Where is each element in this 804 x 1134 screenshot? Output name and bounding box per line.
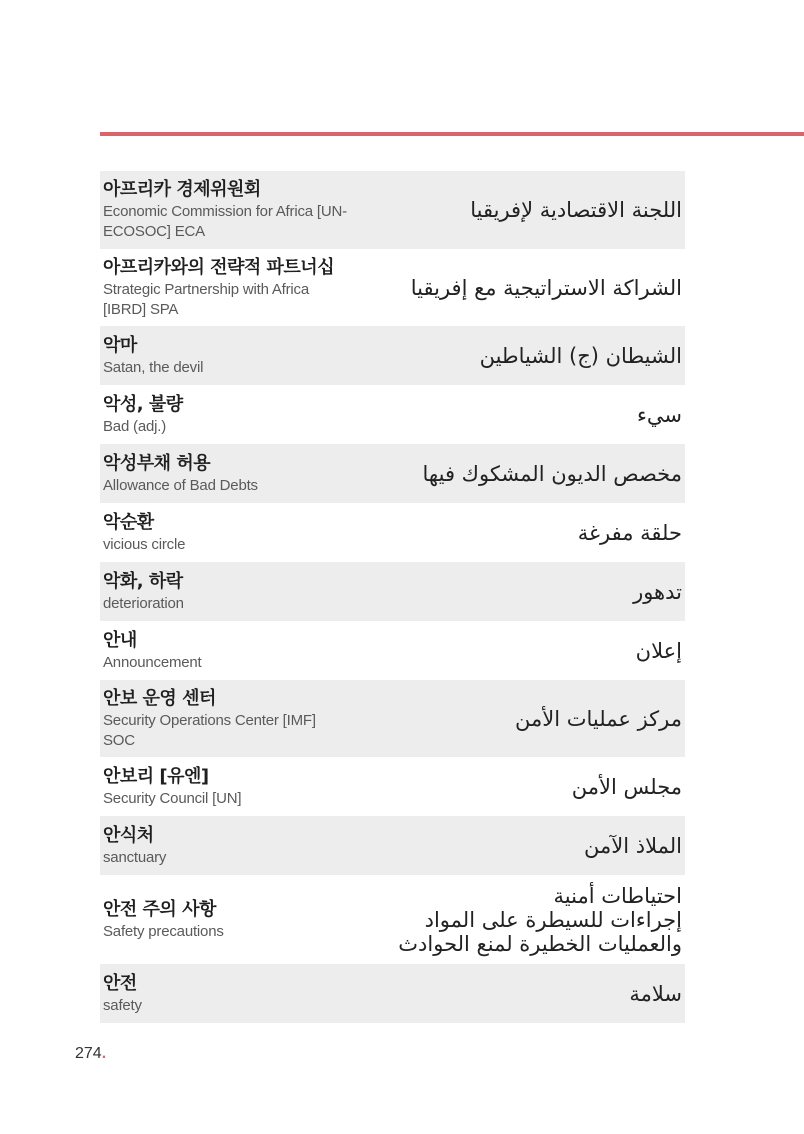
arabic-term: الملاذ الآمن [584,833,682,858]
english-term: Security Council [UN] [103,789,242,807]
korean-term: 악마 [103,334,137,356]
korean-term: 안보 운영 센터 [103,687,216,709]
glossary-row [100,680,685,757]
arabic-term: الشيطان (ج) الشياطين [479,343,682,368]
arabic-line: إجراءات للسيطرة على المواد [424,907,682,932]
korean-term: 악순환 [103,511,154,533]
english-term: Security Operations Center [IMF] SOC [103,711,316,749]
english-term: deterioration [103,594,184,612]
korean-term: 안식처 [103,824,154,846]
glossary-row [100,171,685,249]
korean-term: 악성부채 허용 [103,452,211,474]
glossary-row [100,444,685,503]
glossary-row [100,816,685,875]
glossary-row [100,875,685,964]
english-term: Allowance of Bad Debts [103,476,258,494]
english-term: Bad (adj.) [103,417,167,435]
korean-term: 안전 [103,972,137,994]
arabic-term: مجلس الأمن [571,774,682,799]
english-term: Economic Commission for Africa [UN-ECOSOC] ECA [103,203,347,240]
term-left [103,178,348,242]
glossary-table [100,171,685,1023]
term-left [103,256,348,320]
arabic-term: اللجنة الاقتصادية لإفريقيا [470,198,682,222]
glossary-row [100,326,685,385]
page-number-value: 274 [75,1045,102,1062]
arabic-term-multiline [348,884,682,956]
glossary-row [100,757,685,816]
arabic-term: إعلان [635,638,682,663]
glossary-row [100,249,685,326]
term-left [103,452,348,496]
glossary-row [100,385,685,444]
term-left [103,898,348,942]
arabic-term: حلقة مفرغة [577,520,682,545]
glossary-row [100,562,685,621]
term-left [103,511,348,555]
korean-term: 악성, 불량 [103,393,183,415]
glossary-row [100,964,685,1023]
english-term: sanctuary [103,848,167,866]
term-left [103,334,348,378]
term-left [103,687,348,751]
page-number-dot: . [101,1045,107,1062]
arabic-term: سلامة [629,981,682,1006]
english-term: Strategic Partnership with Africa [IBRD] SPA [103,280,309,318]
english-term: Satan, the devil [103,358,204,376]
term-left [103,824,348,868]
korean-term: 아프리카 경제위원회 [103,179,261,200]
korean-term: 악화, 하락 [103,570,183,592]
page-number [75,1045,106,1063]
top-rule [100,132,804,136]
term-left [103,972,348,1016]
arabic-line: احتياطات أمنية [553,883,682,908]
arabic-term: مخصص الديون المشكوك فيها [422,461,682,486]
korean-term: 안전 주의 사항 [103,898,216,920]
english-term: vicious circle [103,535,186,553]
term-left [103,629,348,673]
english-term: Safety precautions [103,922,224,940]
glossary-row [100,621,685,680]
term-left [103,393,348,437]
korean-term: 아프리카와의 전략적 파트너십 [103,256,335,278]
term-left [103,570,348,614]
korean-term: 안보리 [유엔] [103,765,209,787]
arabic-term: سيء [637,402,682,427]
arabic-term: تدهور [633,579,682,604]
english-term: safety [103,996,142,1014]
arabic-term: الشراكة الاستراتيجية مع إفريقيا [410,275,682,300]
english-term: Announcement [103,653,202,671]
glossary-row [100,503,685,562]
arabic-line: والعمليات الخطيرة لمنع الحوادث [398,931,682,956]
korean-term: 안내 [103,629,137,651]
arabic-term: مركز عمليات الأمن [515,706,682,731]
term-left [103,765,348,809]
